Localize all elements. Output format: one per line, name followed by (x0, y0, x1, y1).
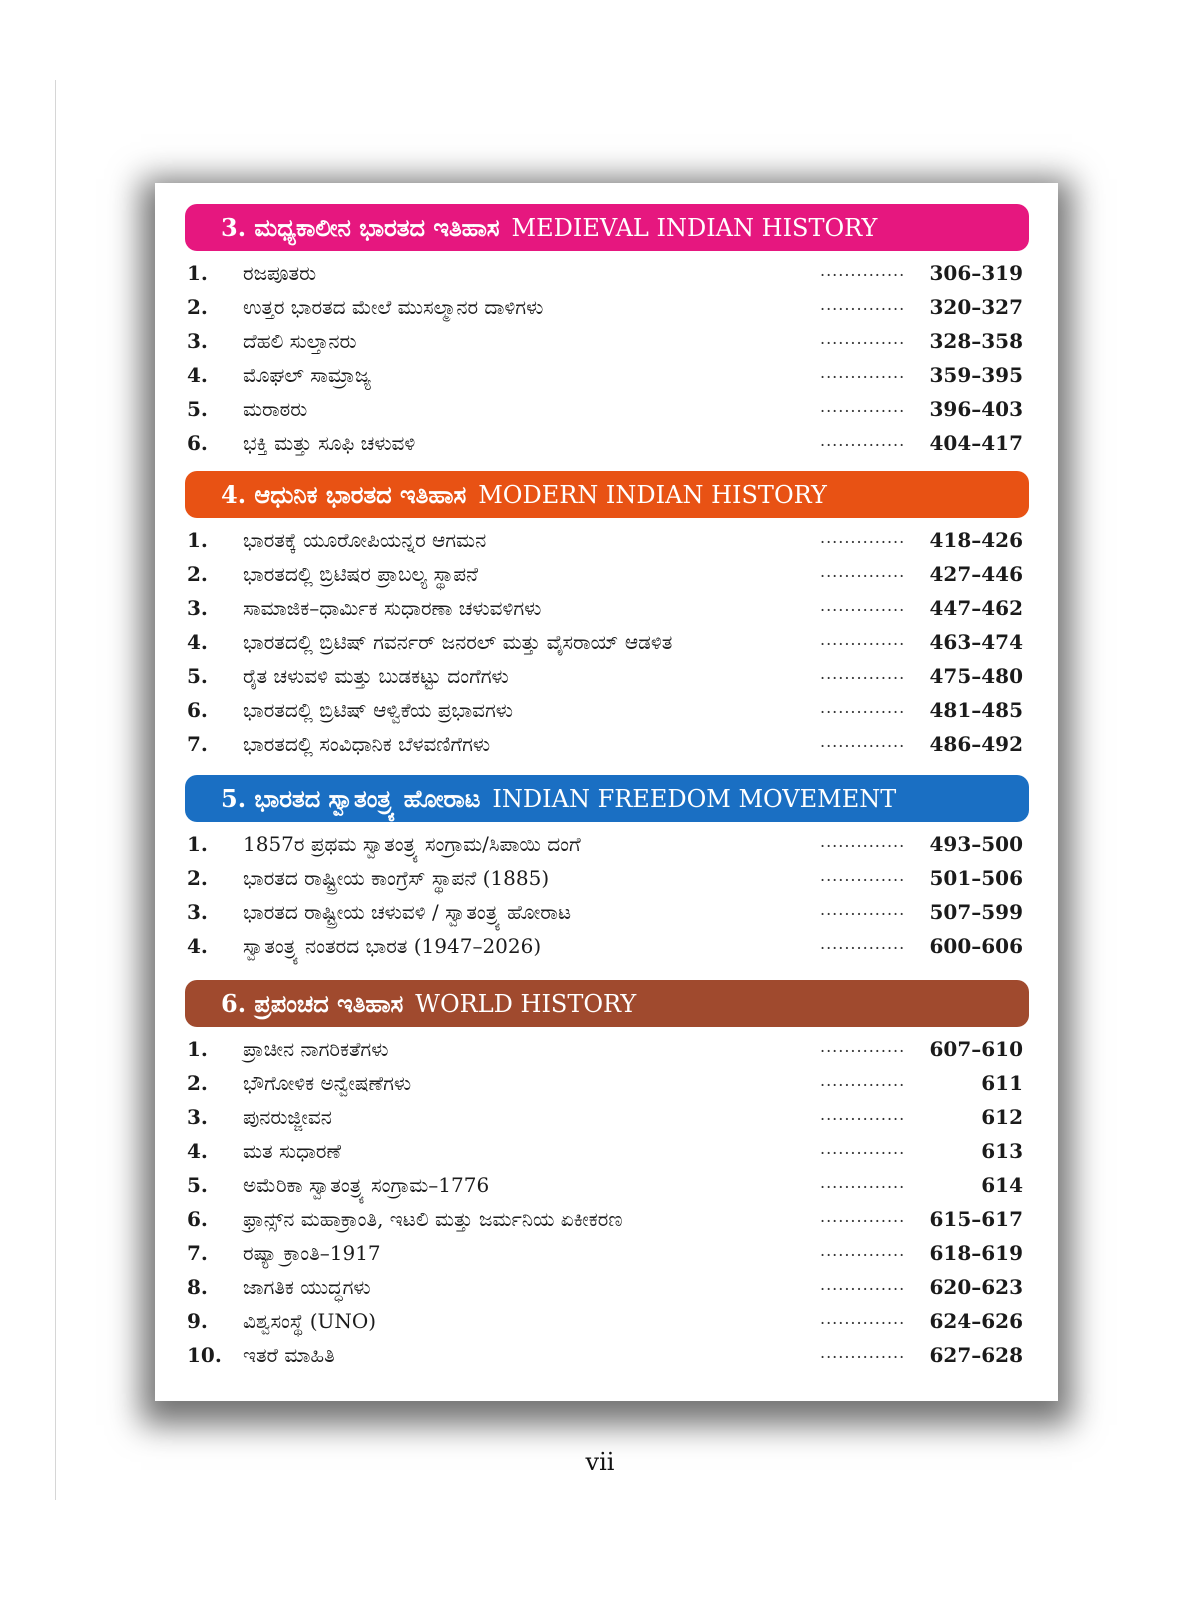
entry-number: 7. (187, 1241, 208, 1265)
dot-leader: .............. (820, 698, 906, 717)
dot-leader: .............. (820, 1173, 906, 1192)
toc-entry[interactable] (185, 425, 1029, 459)
entry-number: 4. (187, 363, 208, 387)
entry-pages: 486–492 (929, 732, 1023, 756)
entry-title: ಪುನರುಜ್ಜೀವನ (243, 1105, 332, 1129)
entry-number: 2. (187, 866, 208, 890)
entry-title: ಜಾಗತಿಕ ಯುದ್ಧಗಳು (243, 1275, 371, 1299)
entry-title: 1857ರ ಪ್ರಥಮ ಸ್ವಾತಂತ್ರ್ಯ ಸಂಗ್ರಾಮ/ಸಿಪಾಯಿ ದಂಗೆ (243, 832, 581, 856)
entry-pages: 481–485 (929, 698, 1023, 722)
entry-number: 3. (187, 900, 208, 924)
toc-entry[interactable] (185, 1303, 1029, 1337)
toc-entry[interactable] (185, 1201, 1029, 1235)
entry-number: 6. (187, 1207, 208, 1231)
page-number: vii (585, 1448, 615, 1476)
entry-number: 10. (187, 1343, 222, 1367)
entry-title: ಸ್ವಾತಂತ್ರ್ಯ ನಂತರದ ಭಾರತ (1947–2026) (243, 934, 542, 958)
entry-pages: 493–500 (929, 832, 1023, 856)
entry-pages: 624–626 (929, 1309, 1023, 1333)
dot-leader: .............. (820, 363, 906, 382)
entry-pages: 620–623 (929, 1275, 1023, 1299)
entry-number: 6. (187, 431, 208, 455)
dot-leader: .............. (820, 329, 906, 348)
entry-list (185, 522, 1029, 760)
entry-pages: 404–417 (929, 431, 1023, 455)
toc-entry[interactable] (185, 255, 1029, 289)
entry-number: 3. (187, 596, 208, 620)
entry-pages: 427–446 (929, 562, 1023, 586)
dot-leader: .............. (820, 596, 906, 615)
banner-kannada-title: 4. ಆಧುನಿಕ ಭಾರತದ ಇತಿಹಾಸ (221, 480, 467, 509)
toc-entry[interactable] (185, 894, 1029, 928)
dot-leader: .............. (820, 1241, 906, 1260)
entry-title: ಭಾರತದಲ್ಲಿ ಬ್ರಿಟಿಷರ ಪ್ರಾಬಲ್ಯ ಸ್ಥಾಪನೆ (243, 562, 479, 586)
entry-number: 5. (187, 1173, 208, 1197)
dot-leader: .............. (820, 832, 906, 851)
entry-number: 6. (187, 698, 208, 722)
entry-pages: 328–358 (929, 329, 1023, 353)
entry-number: 2. (187, 1071, 208, 1095)
entry-title: ರೈತ ಚಳುವಳಿ ಮತ್ತು ಬುಡಕಟ್ಟು ದಂಗೆಗಳು (243, 664, 509, 688)
toc-entry[interactable] (185, 928, 1029, 962)
entry-list (185, 1031, 1029, 1371)
entry-pages: 359–395 (929, 363, 1023, 387)
entry-number: 4. (187, 630, 208, 654)
entry-title: ರಷ್ಯಾ ಕ್ರಾಂತಿ–1917 (243, 1241, 381, 1265)
contents-sheet (155, 183, 1058, 1401)
banner-kannada-title: 3. ಮಧ್ಯಕಾಲೀನ ಭಾರತದ ಇತಿಹಾಸ (221, 213, 500, 242)
toc-entry[interactable] (185, 1337, 1029, 1371)
gutter-line (55, 80, 56, 1500)
entry-title: ಮೊಘಲ್ ಸಾಮ್ರಾಜ್ಯ (243, 363, 372, 387)
dot-leader: .............. (820, 1037, 906, 1056)
toc-entry[interactable] (185, 323, 1029, 357)
section-medieval (185, 204, 1029, 459)
entry-number: 1. (187, 528, 208, 552)
entry-pages: 614 (981, 1173, 1023, 1197)
entry-title: ಪ್ರಾಚೀನ ನಾಗರಿಕತೆಗಳು (243, 1037, 389, 1061)
dot-leader: .............. (820, 866, 906, 885)
toc-entry[interactable] (185, 1167, 1029, 1201)
toc-entry[interactable] (185, 826, 1029, 860)
entry-title: ಭಾರತದ ರಾಷ್ಟ್ರೀಯ ಚಳುವಳಿ / ಸ್ವಾತಂತ್ರ್ಯ ಹೋರಾಟ (243, 900, 572, 924)
entry-title: ಅಮೆರಿಕಾ ಸ್ವಾತಂತ್ರ್ಯ ಸಂಗ್ರಾಮ–1776 (243, 1173, 490, 1197)
entry-pages: 447–462 (929, 596, 1023, 620)
entry-number: 2. (187, 295, 208, 319)
entry-pages: 320–327 (929, 295, 1023, 319)
entry-pages: 463–474 (929, 630, 1023, 654)
banner-kannada-title: 6. ಪ್ರಪಂಚದ ಇತಿಹಾಸ (221, 989, 404, 1018)
toc-entry[interactable] (185, 1099, 1029, 1133)
section-freedom (185, 775, 1029, 962)
toc-entry[interactable] (185, 1031, 1029, 1065)
dot-leader: .............. (820, 1207, 906, 1226)
entry-title: ಮತ ಸುಧಾರಣೆ (243, 1139, 342, 1163)
toc-entry[interactable] (185, 860, 1029, 894)
toc-entry[interactable] (185, 1133, 1029, 1167)
entry-title: ಭೌಗೋಳಿಕ ಅನ್ವೇಷಣೆಗಳು (243, 1071, 412, 1095)
toc-entry[interactable] (185, 522, 1029, 556)
section-banner (185, 471, 1029, 518)
toc-entry[interactable] (185, 391, 1029, 425)
entry-list (185, 255, 1029, 459)
toc-entry[interactable] (185, 357, 1029, 391)
entry-number: 3. (187, 1105, 208, 1129)
entry-title: ಭಾರತದಲ್ಲಿ ಬ್ರಿಟಿಷ್ ಗವರ್ನರ್ ಜನರಲ್ ಮತ್ತು ವೈಸರಾಯ್ ಆಡಳಿತ (243, 630, 673, 654)
entry-number: 1. (187, 832, 208, 856)
entry-pages: 615–617 (929, 1207, 1023, 1231)
dot-leader: .............. (820, 295, 906, 314)
entry-pages: 501–506 (929, 866, 1023, 890)
entry-pages: 475–480 (929, 664, 1023, 688)
entry-pages: 306–319 (929, 261, 1023, 285)
entry-number: 4. (187, 1139, 208, 1163)
entry-number: 5. (187, 664, 208, 688)
entry-title: ಭಾರತದ ರಾಷ್ಟ್ರೀಯ ಕಾಂಗ್ರೆಸ್ ಸ್ಥಾಪನೆ (1885) (243, 866, 550, 890)
banner-english-title: INDIAN FREEDOM MOVEMENT (492, 784, 897, 813)
entry-number: 2. (187, 562, 208, 586)
banner-english-title: MODERN INDIAN HISTORY (478, 480, 827, 509)
dot-leader: .............. (820, 630, 906, 649)
entry-pages: 612 (981, 1105, 1023, 1129)
toc-entry[interactable] (185, 658, 1029, 692)
dot-leader: .............. (820, 397, 906, 416)
entry-pages: 627–628 (929, 1343, 1023, 1367)
toc-entry[interactable] (185, 1235, 1029, 1269)
dot-leader: .............. (820, 1139, 906, 1158)
dot-leader: .............. (820, 1275, 906, 1294)
entry-title: ಇತರೆ ಮಾಹಿತಿ (243, 1343, 335, 1367)
entry-pages: 618–619 (929, 1241, 1023, 1265)
entry-title: ಉತ್ತರ ಭಾರತದ ಮೇಲೆ ಮುಸಲ್ಮಾನರ ದಾಳಿಗಳು (243, 295, 544, 319)
entry-number: 5. (187, 397, 208, 421)
entry-title: ಫ್ರಾನ್ಸ್‌ನ ಮಹಾಕ್ರಾಂತಿ, ಇಟಲಿ ಮತ್ತು ಜರ್ಮನಿಯ ಏಕೀಕರಣ (243, 1207, 623, 1231)
toc-entry[interactable] (185, 1065, 1029, 1099)
dot-leader: .............. (820, 431, 906, 450)
banner-english-title: MEDIEVAL INDIAN HISTORY (511, 213, 878, 242)
section-banner (185, 204, 1029, 251)
dot-leader: .............. (820, 1309, 906, 1328)
entry-list (185, 826, 1029, 962)
dot-leader: .............. (820, 664, 906, 683)
entry-title: ಮರಾಠರು (243, 397, 308, 421)
dot-leader: .............. (820, 562, 906, 581)
banner-kannada-title: 5. ಭಾರತದ ಸ್ವಾತಂತ್ರ್ಯ ಹೋರಾಟ (221, 784, 481, 813)
toc-entry[interactable] (185, 624, 1029, 658)
toc-entry[interactable] (185, 1269, 1029, 1303)
dot-leader: .............. (820, 732, 906, 751)
section-banner (185, 980, 1029, 1027)
entry-number: 1. (187, 261, 208, 285)
entry-number: 7. (187, 732, 208, 756)
entry-pages: 418–426 (929, 528, 1023, 552)
toc-entry[interactable] (185, 692, 1029, 726)
dot-leader: .............. (820, 1071, 906, 1090)
entry-title: ಭಾರತದಲ್ಲಿ ಸಂವಿಧಾನಿಕ ಬೆಳವಣಿಗೆಗಳು (243, 732, 491, 756)
toc-entry[interactable] (185, 590, 1029, 624)
entry-title: ಸಾಮಾಜಿಕ–ಧಾರ್ಮಿಕ ಸುಧಾರಣಾ ಚಳುವಳಿಗಳು (243, 596, 542, 620)
entry-pages: 613 (981, 1139, 1023, 1163)
dot-leader: .............. (820, 1105, 906, 1124)
entry-title: ವಿಶ್ವಸಂಸ್ಥೆ (UNO) (243, 1309, 377, 1333)
entry-pages: 507–599 (929, 900, 1023, 924)
section-banner (185, 775, 1029, 822)
entry-title: ರಜಪೂತರು (243, 261, 317, 285)
dot-leader: .............. (820, 934, 906, 953)
entry-number: 4. (187, 934, 208, 958)
dot-leader: .............. (820, 528, 906, 547)
dot-leader: .............. (820, 261, 906, 280)
section-world (185, 980, 1029, 1371)
entry-number: 1. (187, 1037, 208, 1061)
entry-title: ಭಾರತಕ್ಕೆ ಯೂರೋಪಿಯನ್ನರ ಆಗಮನ (243, 528, 487, 552)
toc-entry[interactable] (185, 726, 1029, 760)
dot-leader: .............. (820, 1343, 906, 1362)
entry-number: 3. (187, 329, 208, 353)
entry-pages: 396–403 (929, 397, 1023, 421)
entry-pages: 600–606 (929, 934, 1023, 958)
banner-english-title: WORLD HISTORY (415, 989, 637, 1018)
entry-pages: 607–610 (929, 1037, 1023, 1061)
dot-leader: .............. (820, 900, 906, 919)
entry-number: 8. (187, 1275, 208, 1299)
entry-pages: 611 (981, 1071, 1023, 1095)
toc-entry[interactable] (185, 289, 1029, 323)
entry-number: 9. (187, 1309, 208, 1333)
toc-entry[interactable] (185, 556, 1029, 590)
entry-title: ಭಕ್ತಿ ಮತ್ತು ಸೂಫಿ ಚಳುವಳಿ (243, 431, 416, 455)
entry-title: ದೆಹಲಿ ಸುಲ್ತಾನರು (243, 329, 357, 353)
section-modern (185, 471, 1029, 760)
entry-title: ಭಾರತದಲ್ಲಿ ಬ್ರಿಟಿಷ್ ಆಳ್ವಿಕೆಯ ಪ್ರಭಾವಗಳು (243, 698, 514, 722)
